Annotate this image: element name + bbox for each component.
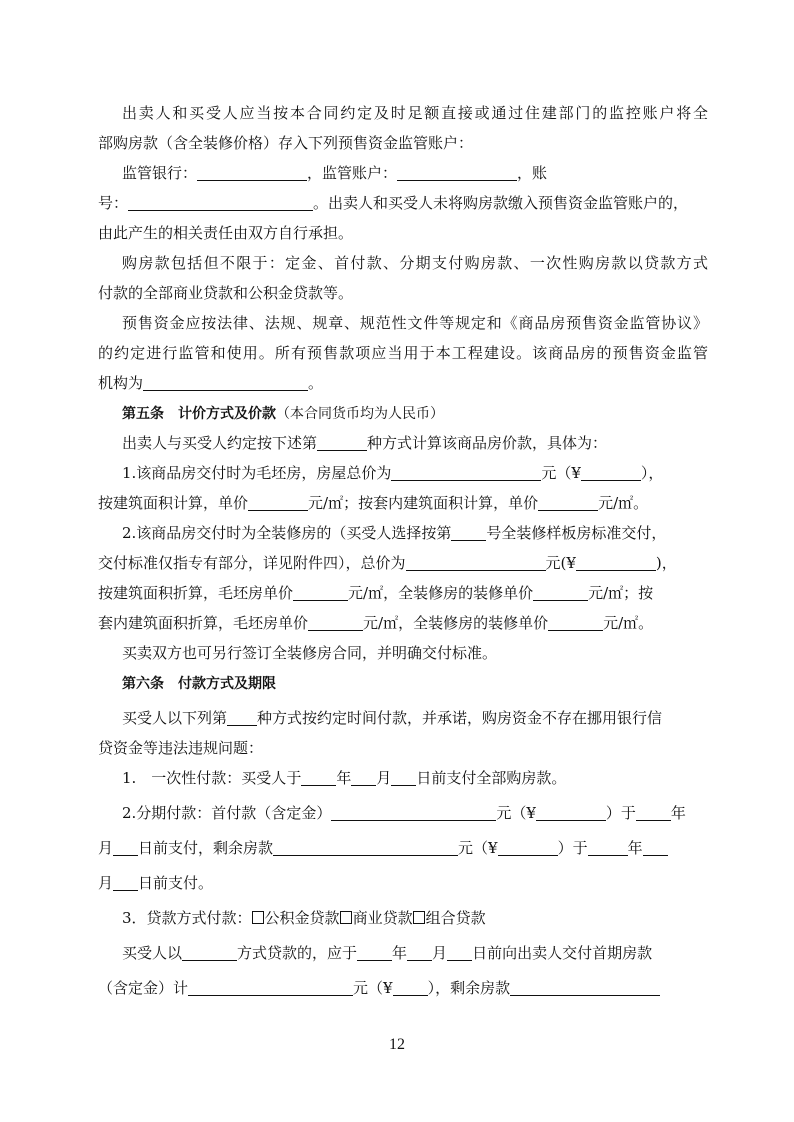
- remaining-month-blank-trailing[interactable]: [643, 839, 668, 856]
- text: 付款的全部商业贷款和公积金贷款等。: [98, 284, 354, 302]
- decorated-total-yuan-blank[interactable]: [576, 554, 656, 571]
- pricing-method-line: [122, 431, 708, 455]
- supervision-account-blank[interactable]: [397, 164, 517, 181]
- text: 机构为: [98, 374, 144, 392]
- text: 预售资金应按法律、法规、规章、规范性文件等规定和《商品房预售资金监管协议》: [122, 314, 708, 332]
- text: 年: [670, 804, 686, 822]
- account-number-label-part1: ，账: [517, 164, 548, 182]
- text: ）于: [557, 839, 588, 857]
- commercial-loan-checkbox[interactable]: [340, 911, 352, 924]
- paragraph-supervision-line-1: [122, 101, 708, 125]
- text: 3．贷款方式付款：: [122, 909, 252, 927]
- account-number-label-part2: 号：: [98, 194, 129, 212]
- text: 2.分期付款：首付款（含定金）: [122, 804, 332, 822]
- supervising-bank-blank[interactable]: [197, 164, 307, 181]
- loan-remaining-amount-blank[interactable]: [510, 979, 660, 996]
- text: 购房款包括但不限于：定金、首付款、分期支付购房款、一次性购房款以贷款方式: [122, 254, 708, 272]
- text: 元/㎡；按套内建筑面积计算，单价: [308, 494, 539, 512]
- first-payment-yuan-blank[interactable]: [393, 979, 428, 996]
- combined-loan-label: 组合贷款: [425, 909, 486, 927]
- sample-room-number-blank[interactable]: [451, 524, 486, 541]
- down-payment-amount-blank[interactable]: [331, 804, 496, 821]
- presale-funds-line-1: [122, 311, 708, 335]
- text: 日前支付。: [138, 874, 214, 892]
- text: 。: [308, 374, 324, 392]
- separate-contract-line: [122, 641, 708, 665]
- remaining-year-blank[interactable]: [588, 839, 628, 856]
- down-payment-yuan-blank[interactable]: [536, 804, 606, 821]
- remaining-day-blank[interactable]: [113, 874, 138, 891]
- loan-payment-line: [122, 906, 708, 930]
- text: 。出卖人和买受人未将购房款缴入预售资金监管账户的，: [313, 194, 689, 212]
- first-payment-month-blank[interactable]: [407, 944, 432, 961]
- text: 的约定进行监管和使用。所有预售款项应当用于本工程建设。该商品房的预售资金监管: [98, 344, 708, 362]
- text: 2.该商品房交付时为全装修房的（买受人选择按第: [122, 524, 452, 542]
- text: 交付标准仅指专有部分，详见附件四），总价为: [98, 554, 406, 572]
- rough-house-total-yuan-blank[interactable]: [581, 464, 641, 481]
- text: 由此产生的相关责任由双方自行承担。: [98, 224, 354, 242]
- text: 元（¥: [541, 464, 581, 482]
- first-payment-year-blank[interactable]: [357, 944, 392, 961]
- text: 按建筑面积计算，单价: [98, 494, 249, 512]
- payment-scope-line-2: [98, 281, 708, 305]
- text: 月: [98, 839, 114, 857]
- down-payment-month-blank[interactable]: [113, 839, 138, 856]
- text: 买受人以下列第: [122, 709, 228, 727]
- text: 元（¥: [496, 804, 536, 822]
- first-payment-amount-blank[interactable]: [188, 979, 353, 996]
- text: 元(¥: [545, 554, 576, 572]
- text: ），: [640, 464, 664, 482]
- article-5-title: 第五条 计价方式及价款: [122, 406, 276, 422]
- payment-scope-line-1: [122, 251, 708, 275]
- text: 元/㎡。: [598, 494, 649, 512]
- text: 月: [98, 874, 114, 892]
- text: 部购房款（含全装修价格）存入下列预售资金监管账户：: [98, 134, 474, 152]
- decoration-unit-price-inner-blank[interactable]: [548, 614, 603, 631]
- supervising-bank-label: 监管银行：: [122, 164, 198, 182]
- text: 号全装修样板房标准交付，: [486, 524, 667, 542]
- down-payment-year-blank[interactable]: [636, 804, 671, 821]
- text: 元/㎡，全装修房的装修单价: [363, 614, 549, 632]
- rough-unit-price-inner-blank[interactable]: [308, 614, 363, 631]
- inner-area-unit-price-blank[interactable]: [538, 494, 598, 511]
- lump-sum-day-blank[interactable]: [391, 769, 416, 786]
- text: ），剩余房款: [427, 979, 511, 997]
- liability-line: [98, 221, 708, 245]
- method-1-line-1: [122, 461, 708, 485]
- loan-line-2: [122, 941, 708, 965]
- article-5-heading: [122, 401, 708, 425]
- text: 年: [392, 944, 408, 962]
- text: 日前向出卖人交付首期房款: [472, 944, 653, 962]
- article-6-title: 第六条 付款方式及期限: [122, 676, 276, 692]
- method-2-line-3: [98, 581, 708, 605]
- paragraph-supervision-line-2: [98, 131, 708, 155]
- installment-line-1: [122, 801, 708, 825]
- remaining-amount-blank[interactable]: [273, 839, 458, 856]
- remaining-yuan-blank[interactable]: [498, 839, 558, 856]
- commercial-loan-label: 商业贷款: [352, 909, 413, 927]
- bank-fields-line: [122, 161, 708, 185]
- text: 年: [627, 839, 643, 857]
- installment-line-2: [98, 836, 708, 860]
- provident-fund-loan-label: 公积金贷款: [264, 909, 340, 927]
- method-2-line-4: [98, 611, 708, 635]
- text: ）于: [605, 804, 636, 822]
- text: 1.该商品房交付时为毛坯房，房屋总价为: [122, 464, 392, 482]
- text: （含定金）计: [98, 979, 189, 997]
- installment-line-3: [98, 871, 708, 895]
- lump-sum-year-blank[interactable]: [301, 769, 336, 786]
- payment-method-line-2: [98, 736, 708, 760]
- text: 种方式按约定时间付款，并承诺，购房资金不存在挪用银行信: [257, 709, 663, 727]
- article-6-heading: [122, 671, 708, 695]
- loan-line-3: [98, 976, 708, 1000]
- method-1-line-2: [98, 491, 708, 515]
- method-2-line-1: [122, 521, 708, 545]
- presale-funds-line-2: [98, 341, 708, 365]
- supervision-agency-blank[interactable]: [143, 374, 308, 391]
- building-area-unit-price-blank[interactable]: [248, 494, 308, 511]
- text: 日前支付全部购房款。: [416, 769, 567, 787]
- loan-type-blank[interactable]: [182, 944, 237, 961]
- payment-method-number-blank[interactable]: [227, 709, 257, 726]
- presale-funds-line-3: [98, 371, 708, 395]
- lump-sum-month-blank[interactable]: [351, 769, 376, 786]
- text: 元/㎡；按: [588, 584, 654, 602]
- payment-method-line-1: [122, 706, 708, 730]
- text: 月: [376, 769, 392, 787]
- method-2-line-2: [98, 551, 708, 575]
- text: 元（¥: [353, 979, 393, 997]
- pricing-method-number-blank[interactable]: [317, 434, 367, 451]
- decoration-unit-price-building-blank[interactable]: [533, 584, 588, 601]
- text: 套内建筑面积折算，毛坯房单价: [98, 614, 309, 632]
- lump-sum-line: [122, 766, 708, 790]
- text: 买受人以: [122, 944, 183, 962]
- text: 出卖人和买受人应当按本合同约定及时足额直接或通过住建部门的监控账户将全: [122, 104, 708, 122]
- combined-loan-checkbox[interactable]: [413, 911, 425, 924]
- page-number: 12: [389, 1036, 405, 1053]
- text: 贷资金等违法违规问题：: [98, 739, 264, 757]
- text: 按建筑面积折算，毛坯房单价: [98, 584, 294, 602]
- text: 买卖双方也可另行签订全装修房合同，并明确交付标准。: [122, 644, 498, 662]
- text: 元（¥: [458, 839, 498, 857]
- rough-unit-price-building-blank[interactable]: [293, 584, 348, 601]
- account-number-blank[interactable]: [128, 194, 313, 211]
- decorated-total-price-blank[interactable]: [406, 554, 546, 571]
- text: 月: [432, 944, 448, 962]
- rough-house-total-price-blank[interactable]: [391, 464, 541, 481]
- text: 方式贷款的，应于: [237, 944, 358, 962]
- provident-fund-loan-checkbox[interactable]: [252, 911, 264, 924]
- text: 年: [336, 769, 352, 787]
- supervision-account-label: ，监管账户：: [307, 164, 398, 182]
- text: 1. 一次性付款：买受人于: [122, 769, 302, 787]
- text: 出卖人与买受人约定按下述第: [122, 434, 318, 452]
- first-payment-day-blank[interactable]: [447, 944, 472, 961]
- article-5-note: （本合同货币均为人民币）: [276, 406, 444, 422]
- text: 元/㎡。: [603, 614, 654, 632]
- text: 种方式计算该商品房价款，具体为：: [367, 434, 608, 452]
- text: )，: [655, 554, 677, 572]
- text: 日前支付，剩余房款: [138, 839, 274, 857]
- account-number-line: [98, 191, 708, 215]
- text: 元/㎡，全装修房的装修单价: [348, 584, 534, 602]
